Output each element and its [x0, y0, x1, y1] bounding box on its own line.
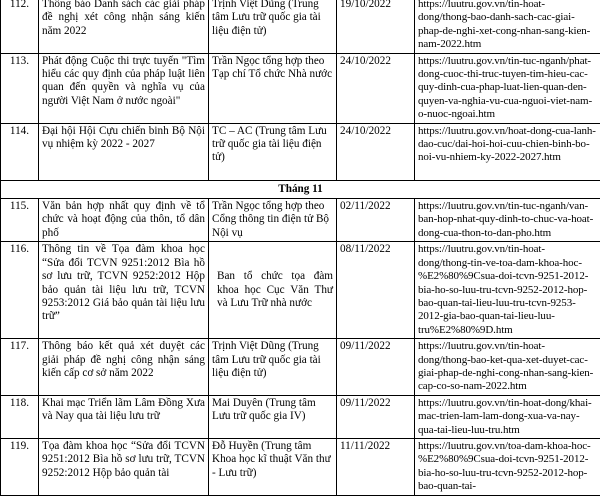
row-number: 117. [1, 339, 39, 396]
row-author: TC – AC (Trung tâm Lưu trữ quốc gia tài liệu điện tử) [209, 123, 337, 180]
month-heading: Tháng 11 [1, 180, 600, 198]
row-date: 09/11/2022 [337, 339, 415, 396]
row-author: Trịnh Việt Dũng (Trung tâm Lưu trữ quốc gia tài liệu điện tử) [209, 339, 337, 396]
row-title: Đại hội Hội Cựu chiến binh Bộ Nội vụ nhiệm kỳ 2022 - 2027 [39, 123, 209, 180]
month-row [1, 180, 600, 198]
row-link[interactable]: https://luutru.gov.vn/toa-dam-khoa-hoc-%E2%80%9Csua-doi-tcvn-9251-2012-bia-ho-so-luu-tru-tcvn-9252-2012-hop-bao-quan-tai- [415, 438, 600, 495]
row-date: 19/10/2022 [337, 0, 415, 53]
table-row [1, 0, 600, 53]
row-number: 119. [1, 438, 39, 495]
row-author: Mai Duyên (Trung tâm Lưu trữ quốc gia IV) [209, 395, 337, 438]
row-number: 114. [1, 123, 39, 180]
row-date: 02/11/2022 [337, 199, 415, 242]
row-link[interactable]: https://luutru.gov.vn/tin-hoat-dong/thong-bao-ket-qua-xet-duyet-cac-giai-phap-de-nghi-cong-nhan-sang-kien-cap-co-so-nam-2022.htm [415, 339, 600, 396]
row-link[interactable]: https://luutru.gov.vn/tin-tuc-nganh/phat-dong-cuoc-thi-truc-tuyen-tim-hieu-cac-quy-dinh-cua-phap-luat-lien-quan-den-quyen-va-nghia-vu-cua-nguoi-viet-nam-o-nuoc-ngoai.htm [415, 53, 600, 123]
row-number: 116. [1, 242, 39, 339]
row-link[interactable]: https://luutru.gov.vn/hoat-dong-cua-lanh-dao-cuc/dai-hoi-hoi-cuu-chien-binh-bo-noi-vu-nhiem-ky-2022-2027.htm [415, 123, 600, 180]
row-date: 08/11/2022 [337, 242, 415, 339]
table-row [1, 242, 600, 339]
row-link[interactable]: https://luutru.gov.vn/tin-tuc-nganh/van-ban-hop-nhat-quy-dinh-to-chuc-va-hoat-dong-cua-thon-to-dan-pho.htm [415, 199, 600, 242]
row-number: 115. [1, 199, 39, 242]
row-title: Thông báo Danh sách các giải pháp đề nghị xét công nhận sáng kiến năm 2022 [39, 0, 209, 53]
row-author: Trịnh Việt Dũng (Trung tâm Lưu trữ quốc gia tài liệu điện tử) [209, 0, 337, 53]
row-title: Thông báo kết quả xét duyệt các giải pháp đề nghị công nhận sáng kiến cấp cơ sở năm 2022 [39, 339, 209, 396]
row-author: Trần Ngọc tổng hợp theo Cổng thông tin điện tử Bộ Nội vụ [209, 199, 337, 242]
row-link[interactable]: https://luutru.gov.vn/tin-hoat-dong/khai-mac-trien-lam-lam-dong-xua-va-nay-qua-tai-lieu-luu-tru.htm [415, 395, 600, 438]
row-author: Ban tổ chức tọa đàm khoa học Cục Văn Thư và Lưu Trữ nhà nước [209, 242, 337, 339]
row-author: Trần Ngọc tổng hợp theo Tạp chí Tổ chức Nhà nước [209, 53, 337, 123]
row-title: Phát động Cuộc thi trực tuyến "Tìm hiểu các quy định của pháp luật liên quan đến quyền và nghĩa vụ của người Việt Nam ở nước ngoài" [39, 53, 209, 123]
table-row [1, 339, 600, 396]
row-link[interactable]: https://luutru.gov.vn/tin-hoat-dong/thong-bao-danh-sach-cac-giai-phap-de-nghi-xet-cong-nhan-sang-kien-nam-2022.htm [415, 0, 600, 53]
table-row [1, 53, 600, 123]
row-title: Khai mạc Triển lãm Lâm Đồng Xưa và Nay qua tài liệu lưu trữ [39, 395, 209, 438]
table-row [1, 438, 600, 495]
row-title: Tọa đàm khoa học “Sửa đổi TCVN 9251:2012 Bìa hồ sơ lưu trữ, TCVN 9252:2012 Hộp bảo quản tài [39, 438, 209, 495]
row-date: 24/10/2022 [337, 123, 415, 180]
table-row [1, 123, 600, 180]
row-number: 112. [1, 0, 39, 53]
row-date: 24/10/2022 [337, 53, 415, 123]
row-author: Đỗ Huyền (Trung tâm Khoa học kĩ thuật Văn thư - Lưu trữ) [209, 438, 337, 495]
table-row [1, 395, 600, 438]
row-title: Thông tin về Tọa đàm khoa học “Sửa đổi TCVN 9251:2012 Bìa hồ sơ lưu trữ, TCVN 9252:2012 Hộp bảo quản tài liệu lưu trữ, TCVN 9253:2012 Giá bảo quản tài liệu lưu trữ” [39, 242, 209, 339]
row-number: 113. [1, 53, 39, 123]
row-title: Văn bản hợp nhất quy định về tổ chức và hoạt động của thôn, tổ dân phố [39, 199, 209, 242]
row-date: 11/11/2022 [337, 438, 415, 495]
row-link[interactable]: https://luutru.gov.vn/tin-hoat-dong/thong-tin-ve-toa-dam-khoa-hoc-%E2%80%9Csua-doi-tcvn-9251-2012-bia-ho-so-luu-tru-tcvn-9252-2012-hop-bao-quan-tai-lieu-luu-tru-tcvn-9253-2012-gia-bao-quan-tai-lieu-luu-tru%E2%80%9D.htm [415, 242, 600, 339]
row-date: 09/11/2022 [337, 395, 415, 438]
row-number: 118. [1, 395, 39, 438]
table-row [1, 199, 600, 242]
